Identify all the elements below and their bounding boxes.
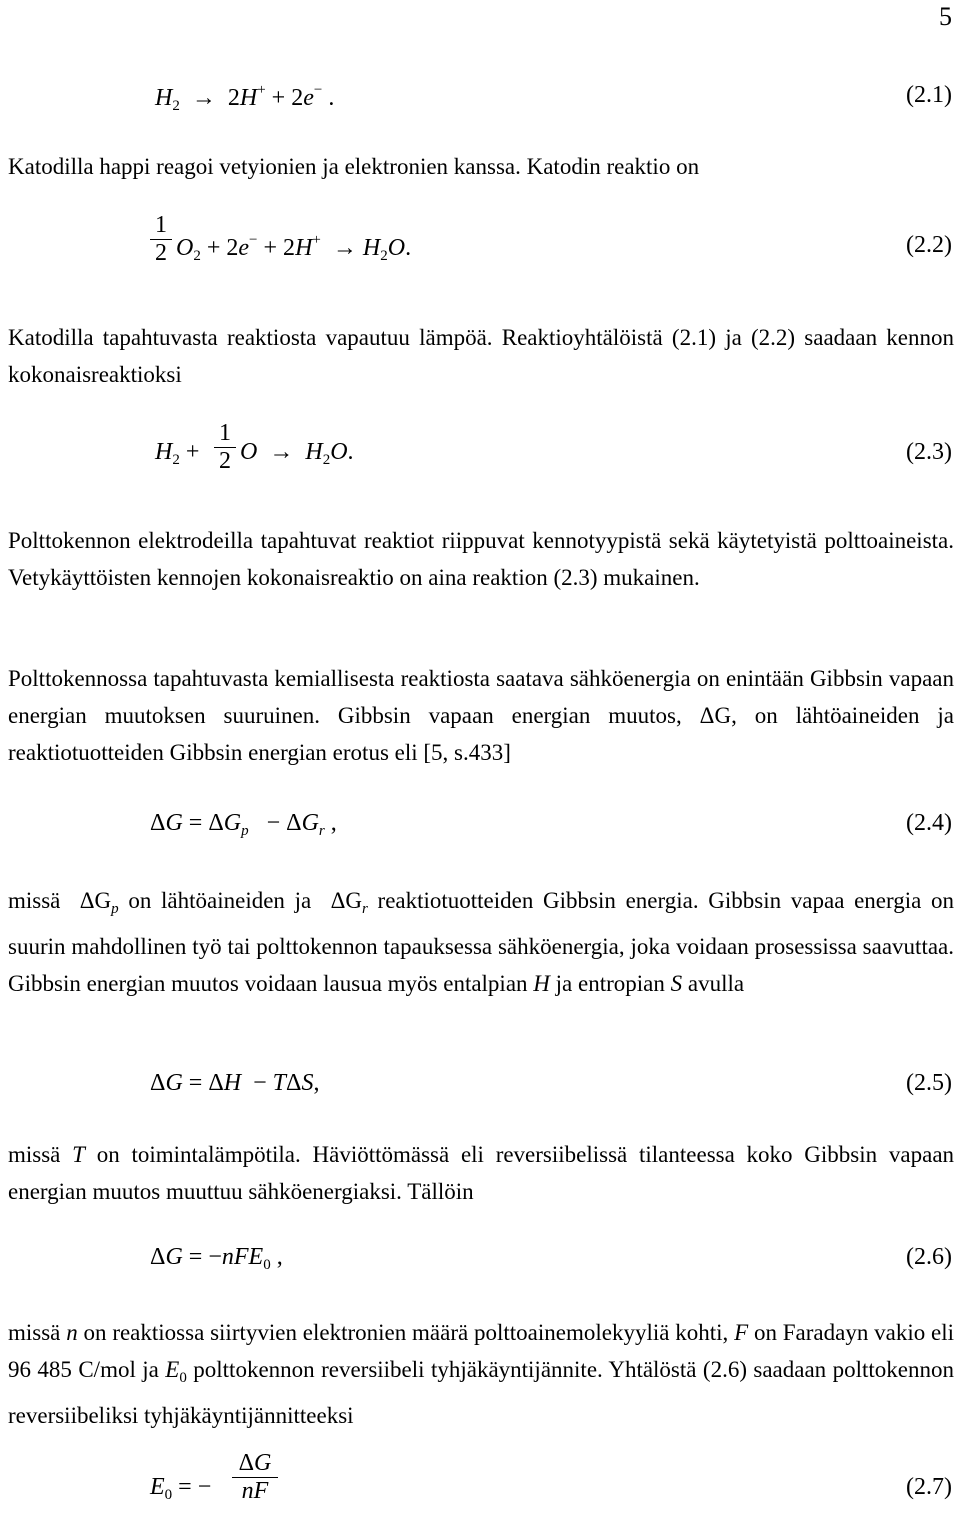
paragraph-text: Polttokennossa tapahtuvasta kemiallisesta reaktiosta saatava sähköenergia on enintään Gibbsin vapaan energian muutoksen suuruinen. Gibbsin vapaan energian muutos, [8,666,954,728]
paragraph [8,1314,954,1434]
equation-2-3-rhs: $O \to H_2O$. [240,439,354,468]
page-number: 5 [939,2,952,31]
equation-2-2 [0,212,960,292]
paragraph-text: missä [8,1320,61,1345]
symbol-S: S [670,971,683,996]
equation-2-7 [0,1450,960,1520]
paragraph-text: on Faradayn vakio eli 96 485 C/mol ja [8,1320,955,1382]
paragraph-text: ja entropian [555,971,665,996]
paragraph: Katodilla happi reagoi vetyionien ja elektronien kanssa. Katodin reaktio on [8,154,700,179]
paragraph-text: missä [8,1142,61,1167]
paragraph [8,660,954,771]
symbol-delta-G: ΔG [330,888,362,913]
symbol-H: H [533,971,550,996]
fraction-one-half: 1 2 [150,212,172,267]
paragraph-text: on reaktiossa siirtyvien elektronien määrä polttoainemolekyyliä kohti, [83,1320,729,1345]
symbol-n: n [66,1320,78,1345]
symbol-E: E [165,1357,180,1382]
subscript-p: p [111,901,119,917]
equation-number: (2.6) [906,1244,952,1270]
paragraph-text: missä [8,888,61,913]
equation-2-6 [0,1244,960,1314]
paragraph: Polttokennon elektrodeilla tapahtuvat reaktiot riippuvat kennotyypistä sekä käytetyistä polttoaineista. Vetykäyttöisten kennojen kokonaisreaktio on aina reaktion (2.3) mukainen. [8,528,954,590]
symbol-F: F [734,1320,749,1345]
symbol-T: T [72,1142,85,1167]
fraction-delta-G-over-nF: ΔG nF [232,1450,278,1505]
equation-2-6-body: ΔG = −nFE$_0$ , [150,1244,283,1273]
equation-2-2-body: $O_2 + 2e^- + 2H^+ \to H_2O$. [176,232,412,264]
fraction-one-half: 1 2 [214,420,236,475]
equation-number: (2.3) [906,439,952,465]
paragraph-text: avulla [687,971,745,996]
equation-2-5 [0,1070,960,1140]
equation-2-3-lhs: $H_2$ + [155,439,200,468]
subscript-zero: 0 [179,1370,187,1386]
subscript-r: r [362,901,368,917]
paragraph [8,1136,954,1210]
symbol-delta-G: ΔG [699,703,732,728]
equation-number: (2.2) [906,232,952,258]
equation-2-4-body: $\Delta G = \Delta G_p - \Delta G_r$ , [150,810,337,839]
paragraph-text: polttokennon reversiibeli tyhjäkäyntijännite. Yhtälöstä (2.6) saadaan polttokennon reversiibeliksi tyhjäkäyntijännitteeksi [8,1357,954,1428]
paragraph [8,882,954,1002]
paragraph-text: , on lähtöaineiden ja reaktiotuotteiden Gibbsin energian erotus eli [5, s.433] [8,703,954,765]
paragraph-text: on lähtöaineiden ja [128,888,312,913]
symbol-delta-G: ΔG [79,888,112,913]
equation-2-7-lhs: $E_0$ = − [150,1474,212,1503]
equation-2-1 [0,82,960,152]
equation-2-4 [0,810,960,880]
equation-2-1-body: $H_2 \to 2H^+ + 2e^-$ . [155,82,335,114]
equation-number: (2.1) [906,82,952,108]
equation-number: (2.7) [906,1474,952,1500]
equation-2-3 [0,420,960,500]
equation-2-5-body: ΔG = ΔH − TΔS, [150,1070,320,1096]
equation-number: (2.4) [906,810,952,836]
paragraph: Katodilla tapahtuvasta reaktiosta vapautuu lämpöä. Reaktioyhtälöistä (2.1) ja (2.2) saadaan kennon kokonaisreaktioksi [8,325,954,387]
paragraph-text: reaktiotuotteiden Gibbsin energia. Gibbsin vapaa energia on suurin mahdollinen työ tai polttokennon tapauksessa sähköenergia, joka voidaan prosessissa saavuttaa. Gibbsin energian muutos voidaan lausua myös entalpian [8,888,955,996]
paragraph-text: on toimintalämpötila. Häviöttömässä eli reversiibelissä tilanteessa koko Gibbsin vapaan energian muutos muuttuu sähköenergiaksi. Tällöin [8,1142,955,1204]
equation-number: (2.5) [906,1070,952,1096]
